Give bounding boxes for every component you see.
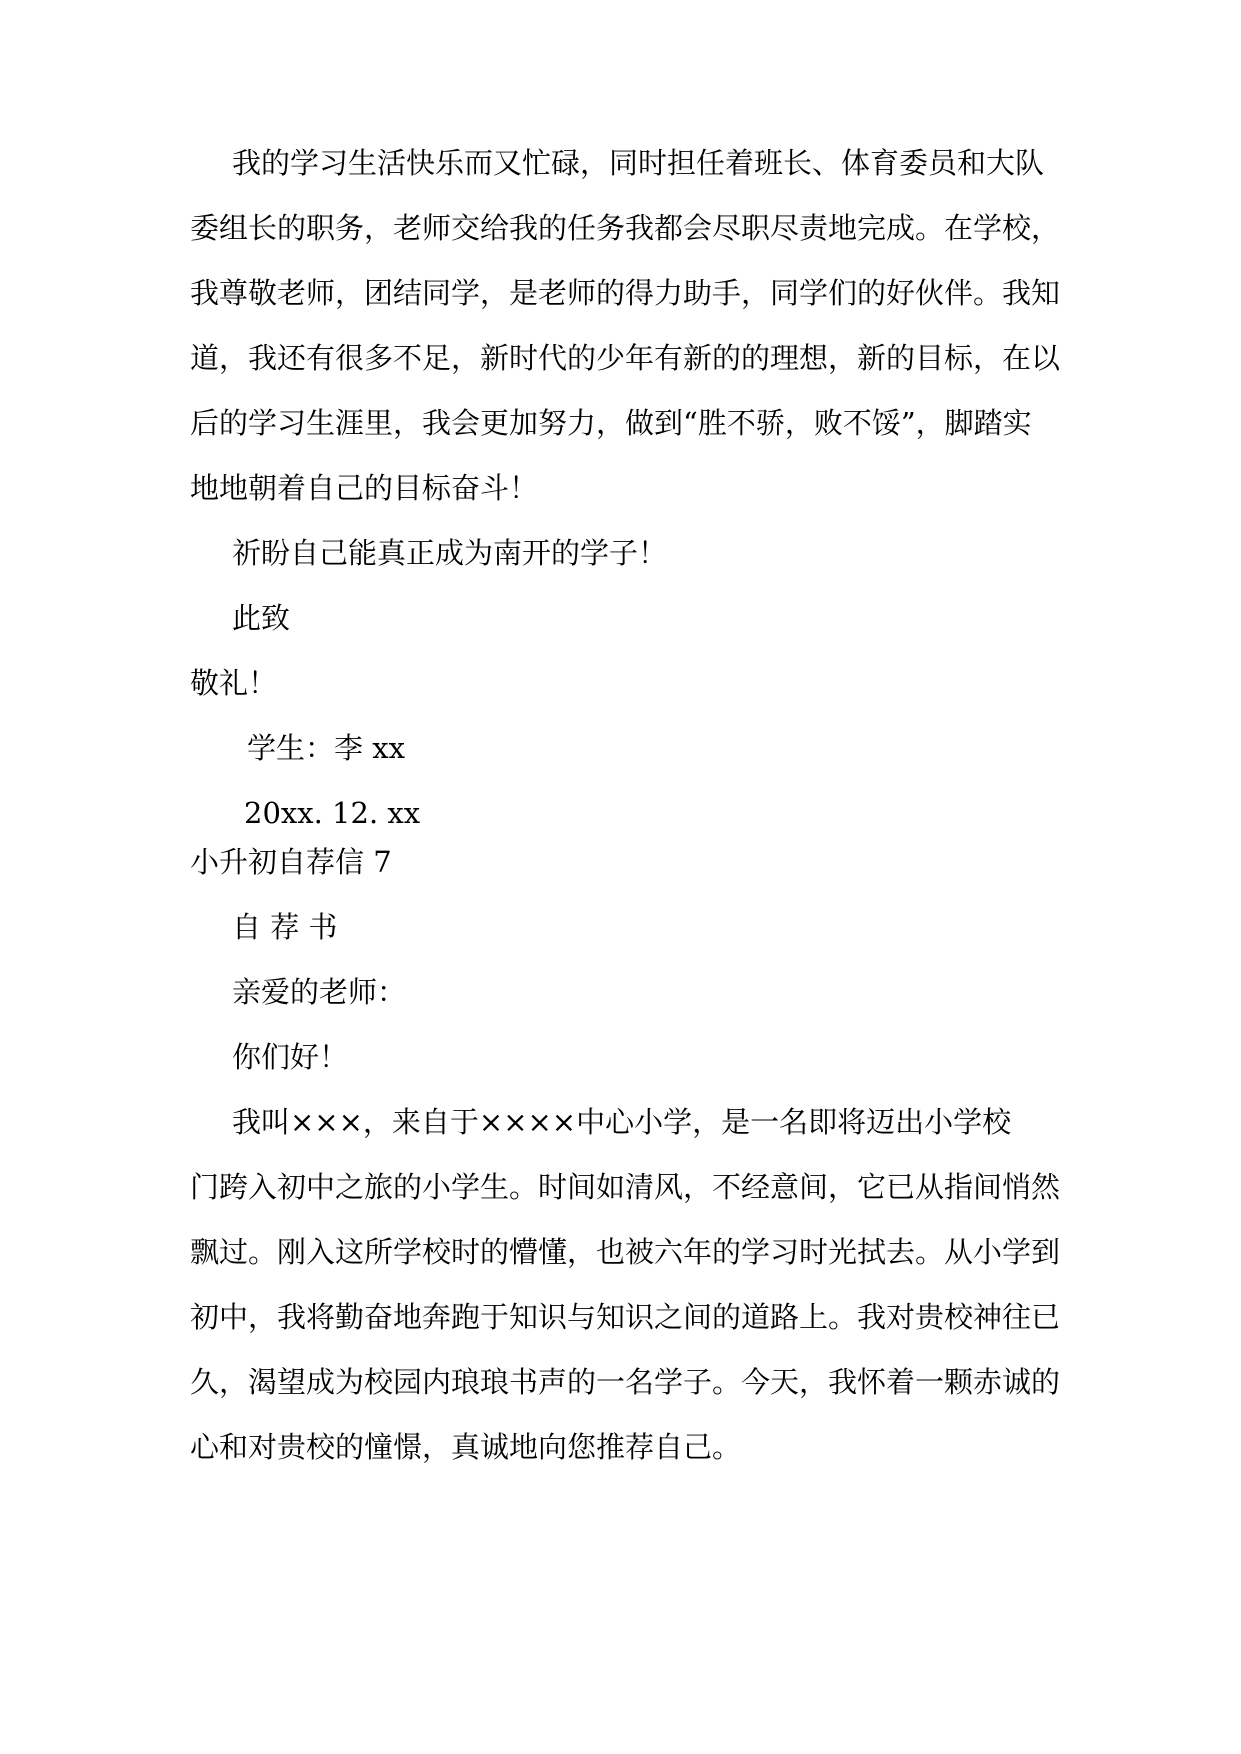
paragraph-line: 委组长的职务，老师交给我的任务我都会尽职尽责地完成。在学校，	[190, 211, 1061, 245]
salutation: 亲爱的老师：	[232, 975, 407, 1009]
closing-salutation: 此致	[232, 601, 291, 635]
letter-section	[190, 830, 1060, 1480]
section-heading: 小升初自荐信 7	[190, 845, 392, 879]
wish-line: 祈盼自己能真正成为南开的学子！	[232, 536, 668, 570]
date: 20xx. 12. xx	[244, 796, 421, 830]
paragraph-line: 飘过。刚入这所学校时的懵懂，也被六年的学习时光拭去。从小学到	[190, 1235, 1061, 1269]
letter-title: 自 荐 书	[232, 910, 338, 944]
paragraph-line: 我叫×××，来自于××××中心小学，是一名即将迈出小学校	[232, 1105, 1012, 1139]
letter-ending	[190, 131, 1060, 846]
paragraph-line: 门跨入初中之旅的小学生。时间如清风，不经意间，它已从指间悄然	[190, 1170, 1061, 1204]
paragraph-line: 道，我还有很多不足，新时代的少年有新的的理想，新的目标，在以	[190, 341, 1061, 375]
signature: 学生：李 xx	[247, 731, 405, 765]
paragraph-line: 地地朝着自己的目标奋斗！	[190, 471, 539, 505]
paragraph-line: 心和对贵校的憧憬，真诚地向您推荐自己。	[190, 1430, 742, 1464]
paragraph-line: 我的学习生活快乐而又忙碌，同时担任着班长、体育委员和大队	[232, 146, 1045, 180]
paragraph-line: 初中，我将勤奋地奔跑于知识与知识之间的道路上。我对贵校神往已	[190, 1300, 1061, 1334]
closing-regards: 敬礼！	[190, 666, 278, 700]
paragraph-line: 后的学习生涯里，我会更加努力，做到“胜不骄，败不馁”，脚踏实	[190, 406, 1032, 440]
paragraph-line: 久，渴望成为校园内琅琅书声的一名学子。今天，我怀着一颗赤诚的	[190, 1365, 1061, 1399]
paragraph-line: 我尊敬老师，团结同学，是老师的得力助手，同学们的好伙伴。我知	[190, 276, 1061, 310]
greeting: 你们好！	[232, 1040, 349, 1074]
